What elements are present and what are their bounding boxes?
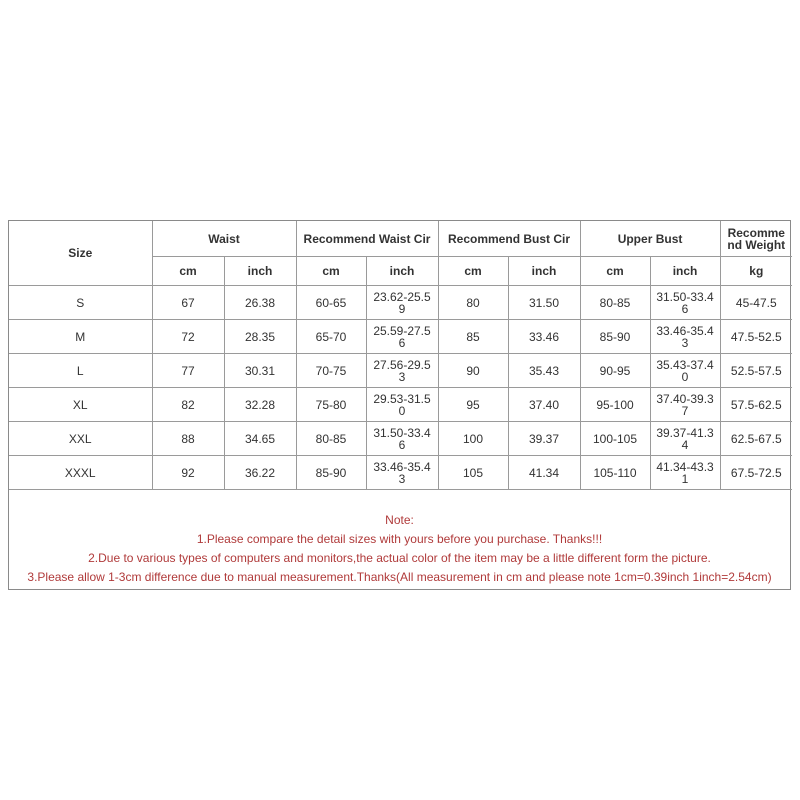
table-cell: 105-110 bbox=[580, 456, 650, 490]
unit-header: inch bbox=[508, 257, 580, 286]
table-cell: 34.65 bbox=[224, 422, 296, 456]
table-cell: 31.50-33.46 bbox=[366, 422, 438, 456]
table-cell: 90-95 bbox=[580, 354, 650, 388]
table-cell: 45-47.5 bbox=[720, 286, 792, 320]
table-cell: 37.40 bbox=[508, 388, 580, 422]
unit-header: inch bbox=[224, 257, 296, 286]
table-row bbox=[9, 422, 792, 456]
note-line: 3.Please allow 1-3cm difference due to manual measurement.Thanks(All measurement in cm and please note 1cm=0.39inch 1inch=2.54cm) bbox=[27, 570, 772, 584]
table-cell: 31.50-33.46 bbox=[650, 286, 720, 320]
unit-header: cm bbox=[296, 257, 366, 286]
notes-title: Note: bbox=[385, 513, 414, 527]
size-label-cell: M bbox=[9, 320, 152, 354]
table-row bbox=[9, 286, 792, 320]
table-row bbox=[9, 456, 792, 490]
table-cell: 33.46-35.43 bbox=[650, 320, 720, 354]
note-line: 2.Due to various types of computers and monitors,the actual color of the item may be a little different form the picture. bbox=[88, 551, 711, 565]
table-cell: 35.43 bbox=[508, 354, 580, 388]
table-row bbox=[9, 354, 792, 388]
table-cell: 28.35 bbox=[224, 320, 296, 354]
table-cell: 25.59-27.56 bbox=[366, 320, 438, 354]
table-cell: 39.37 bbox=[508, 422, 580, 456]
table-cell: 29.53-31.50 bbox=[366, 388, 438, 422]
table-cell: 82 bbox=[152, 388, 224, 422]
table-cell: 72 bbox=[152, 320, 224, 354]
table-cell: 75-80 bbox=[296, 388, 366, 422]
table-cell: 35.43-37.40 bbox=[650, 354, 720, 388]
table-row bbox=[9, 320, 792, 354]
table-cell: 41.34 bbox=[508, 456, 580, 490]
notes-section bbox=[9, 490, 790, 589]
recommend-waist-header: Recommend Waist Cir bbox=[296, 221, 438, 257]
size-label-cell: L bbox=[9, 354, 152, 388]
table-cell: 39.37-41.34 bbox=[650, 422, 720, 456]
table-cell: 33.46 bbox=[508, 320, 580, 354]
table-cell: 85-90 bbox=[580, 320, 650, 354]
size-label-cell: XXXL bbox=[9, 456, 152, 490]
table-cell: 33.46-35.43 bbox=[366, 456, 438, 490]
table-cell: 95 bbox=[438, 388, 508, 422]
table-cell: 80-85 bbox=[580, 286, 650, 320]
unit-header: inch bbox=[650, 257, 720, 286]
table-cell: 31.50 bbox=[508, 286, 580, 320]
unit-header: kg bbox=[720, 257, 792, 286]
table-cell: 47.5-52.5 bbox=[720, 320, 792, 354]
table-cell: 90 bbox=[438, 354, 508, 388]
table-cell: 26.38 bbox=[224, 286, 296, 320]
table-cell: 100 bbox=[438, 422, 508, 456]
size-header: Size bbox=[9, 221, 152, 286]
size-label-cell: S bbox=[9, 286, 152, 320]
table-cell: 92 bbox=[152, 456, 224, 490]
table-cell: 36.22 bbox=[224, 456, 296, 490]
size-chart bbox=[8, 220, 791, 590]
table-cell: 70-75 bbox=[296, 354, 366, 388]
table-cell: 80-85 bbox=[296, 422, 366, 456]
table-cell: 57.5-62.5 bbox=[720, 388, 792, 422]
table-cell: 23.62-25.59 bbox=[366, 286, 438, 320]
table-cell: 88 bbox=[152, 422, 224, 456]
unit-header: cm bbox=[152, 257, 224, 286]
table-cell: 85-90 bbox=[296, 456, 366, 490]
table-cell: 60-65 bbox=[296, 286, 366, 320]
table-cell: 67.5-72.5 bbox=[720, 456, 792, 490]
unit-header: inch bbox=[366, 257, 438, 286]
table-cell: 27.56-29.53 bbox=[366, 354, 438, 388]
table-cell: 77 bbox=[152, 354, 224, 388]
table-cell: 41.34-43.31 bbox=[650, 456, 720, 490]
size-table bbox=[9, 221, 792, 490]
table-cell: 80 bbox=[438, 286, 508, 320]
table-cell: 52.5-57.5 bbox=[720, 354, 792, 388]
table-cell: 62.5-67.5 bbox=[720, 422, 792, 456]
table-row bbox=[9, 388, 792, 422]
upper-bust-header: Upper Bust bbox=[580, 221, 720, 257]
size-label-cell: XL bbox=[9, 388, 152, 422]
recommend-bust-header: Recommend Bust Cir bbox=[438, 221, 580, 257]
table-cell: 100-105 bbox=[580, 422, 650, 456]
recommend-weight-header: Recommend Weight bbox=[720, 221, 792, 257]
table-cell: 95-100 bbox=[580, 388, 650, 422]
table-cell: 105 bbox=[438, 456, 508, 490]
group-header-row bbox=[9, 221, 792, 257]
table-cell: 85 bbox=[438, 320, 508, 354]
table-cell: 65-70 bbox=[296, 320, 366, 354]
waist-header: Waist bbox=[152, 221, 296, 257]
table-cell: 37.40-39.37 bbox=[650, 388, 720, 422]
size-label-cell: XXL bbox=[9, 422, 152, 456]
table-cell: 32.28 bbox=[224, 388, 296, 422]
table-cell: 30.31 bbox=[224, 354, 296, 388]
note-line: 1.Please compare the detail sizes with yours before you purchase. Thanks!!! bbox=[196, 532, 603, 546]
unit-header: cm bbox=[580, 257, 650, 286]
unit-header: cm bbox=[438, 257, 508, 286]
table-cell: 67 bbox=[152, 286, 224, 320]
